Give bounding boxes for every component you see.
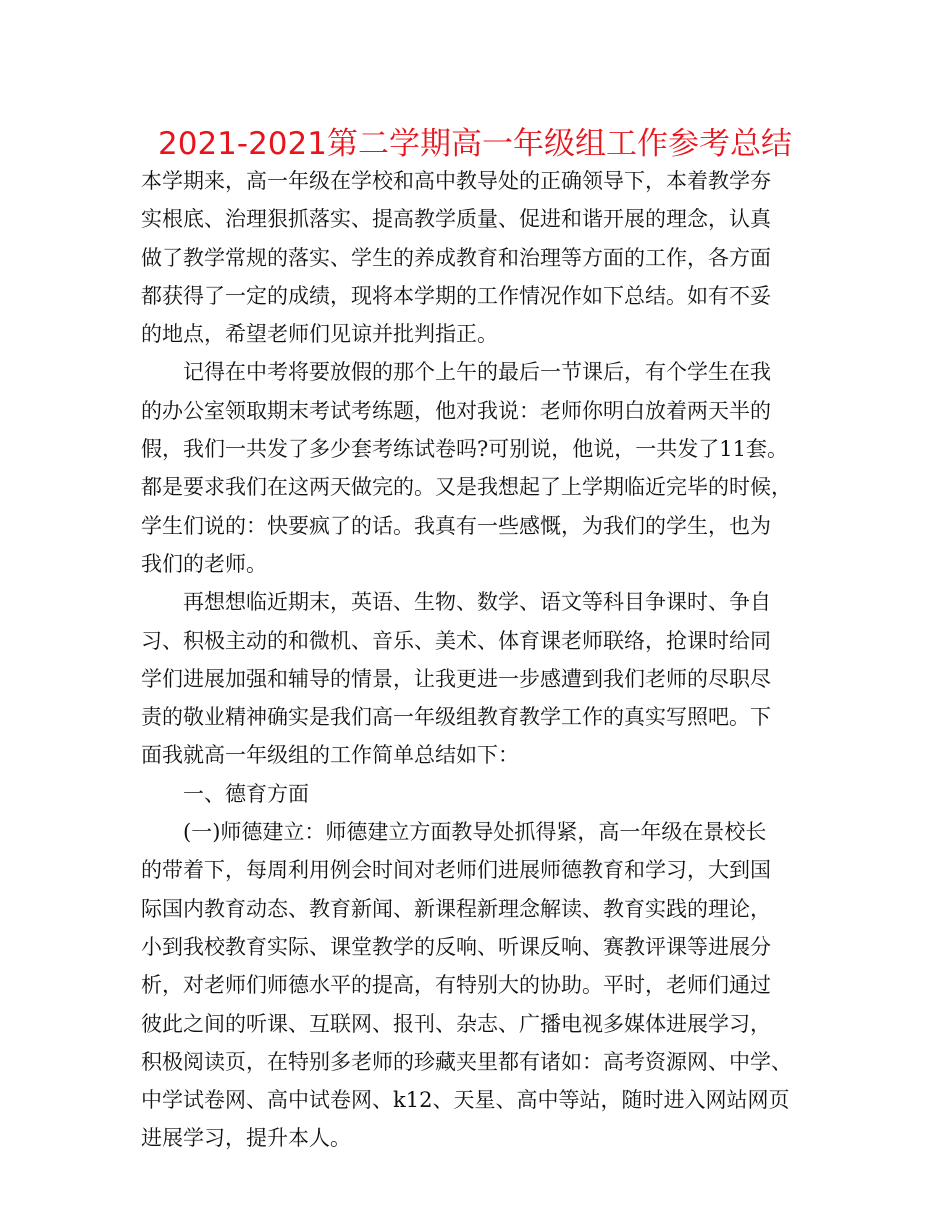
body-line: 中学试卷网、高中试卷网、k12、天星、高中等站，随时进入网站网页 (141, 1088, 790, 1113)
body-line: 的地点，希望老师们见谅并批判指正。 (141, 322, 498, 347)
body-line: 彼此之间的听课、互联网、报刊、杂志、广播电视多媒体进展学习， (141, 1011, 771, 1036)
body-line: 学生们说的：快要疯了的话。我真有一些感慨，为我们的学生，也为 (141, 513, 771, 538)
body-line: 学们进展加强和辅导的情景，让我更进一步感遭到我们老师的尽职尽 (141, 666, 771, 691)
body-line: 的带着下，每周利用例会时间对老师们进展师德教育和学习，大到国 (141, 858, 771, 883)
body-line: 做了教学常规的落实、学生的养成教育和治理等方面的工作，各方面 (141, 245, 771, 270)
body-line: (一)师德建立：师德建立方面教导处抓得紧，高一年级在景校长 (183, 820, 767, 845)
body-line: 都是要求我们在这两天做完的。又是我想起了上学期临近完毕的时候， (141, 475, 792, 500)
body-line: 积极阅读页，在特别多老师的珍藏夹里都有诸如：高考资源网、中学、 (141, 1049, 792, 1074)
body-line: 析，对老师们师德水平的提高，有特别大的协助。平时，老师们通过 (141, 973, 771, 998)
body-line: 面我就高一年级组的工作简单总结如下： (141, 743, 519, 768)
body-line: 责的敬业精神确实是我们高一年级组教育教学工作的真实写照吧。下 (141, 705, 771, 730)
body-line: 的办公室领取期末考试考练题，他对我说：老师你明白放着两天半的 (141, 398, 771, 423)
body-line: 际国内教育动态、教育新闻、新课程新理念解读、教育实践的理论， (141, 896, 771, 921)
document-title: 2021-2021第二学期高一年级组工作参考总结 (158, 126, 792, 162)
body-line: 一、德育方面 (183, 781, 309, 806)
body-line: 进展学习，提升本人。 (141, 1126, 351, 1151)
body-line: 我们的老师。 (141, 551, 267, 576)
body-line: 习、积极主动的和微机、音乐、美术、体育课老师联络，抢课时给同 (141, 628, 771, 653)
body-line: 再想想临近期末，英语、生物、数学、语文等科目争课时、争自 (183, 590, 771, 615)
body-line: 本学期来，高一年级在学校和高中教导处的正确领导下，本着教学夯 (141, 169, 771, 193)
body-line: 假，我们一共发了多少套考练试卷吗?可别说，他说，一共发了11套。 (141, 437, 788, 462)
body-line: 都获得了一定的成绩，现将本学期的工作情况作如下总结。如有不妥 (141, 283, 771, 308)
body-line: 实根底、治理狠抓落实、提高教学质量、促进和谐开展的理念，认真 (141, 207, 771, 232)
body-line: 小到我校教育实际、课堂教学的反响、听课反响、赛教评课等进展分 (141, 934, 771, 959)
document-body (141, 162, 821, 1158)
body-line: 记得在中考将要放假的那个上午的最后一节课后，有个学生在我 (183, 360, 771, 385)
